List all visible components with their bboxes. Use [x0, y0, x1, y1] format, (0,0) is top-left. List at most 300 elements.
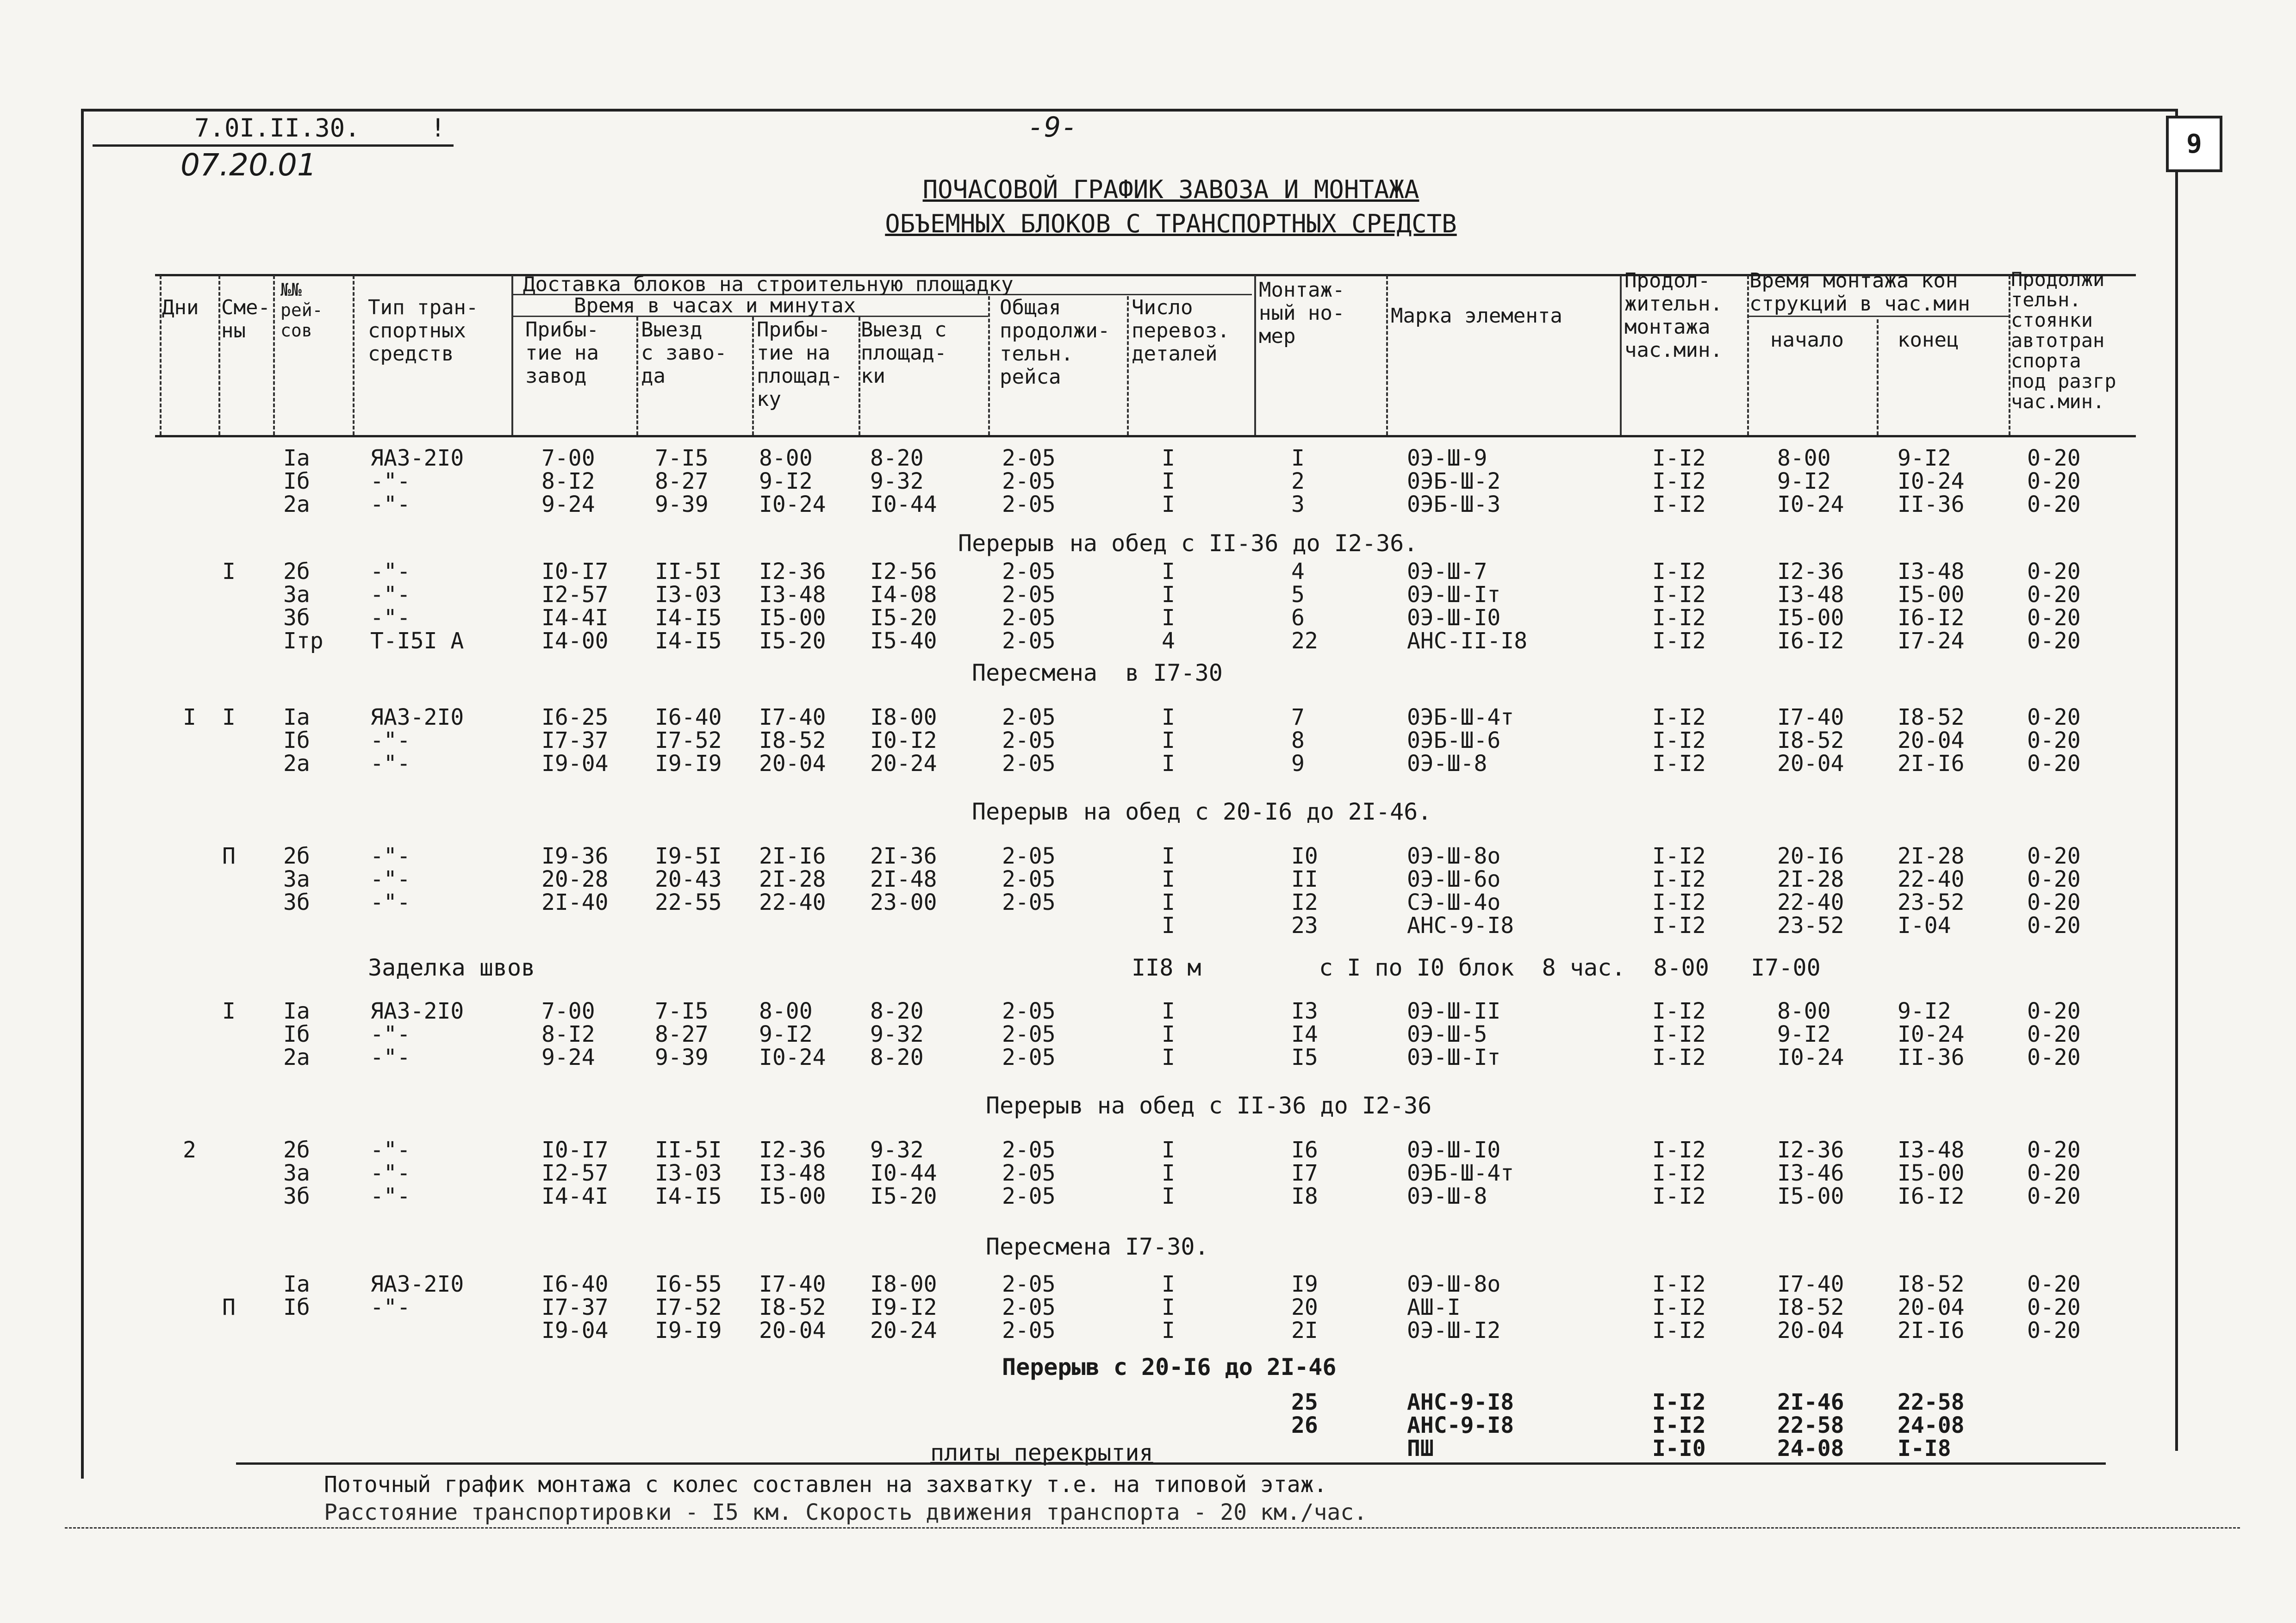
- cell-day: 2: [183, 1137, 196, 1163]
- cell-arrive-plant: I7-37: [541, 1294, 609, 1320]
- cell-mount-duration: I-I2: [1652, 889, 1706, 915]
- cell-mount-start: I5-00: [1777, 1183, 1844, 1209]
- cell-trip-duration: 2-05: [1002, 559, 1056, 585]
- cell-mount-start: I2-36: [1777, 559, 1844, 585]
- cell-transport-type: -"-: [370, 1137, 411, 1163]
- cell-mount-duration: I-I2: [1652, 843, 1706, 869]
- cell-trip-duration: 2-05: [1002, 491, 1056, 517]
- cell-transport-type: -"-: [370, 728, 411, 753]
- cell-parts-count: I: [1162, 843, 1175, 869]
- cell-parts-count: I: [1162, 913, 1175, 939]
- header-arrive-site: Прибы- тие на площад- ку: [757, 318, 843, 411]
- cell-arrive-plant: I7-37: [541, 728, 609, 753]
- cell-trip-duration: 2-05: [1002, 1318, 1056, 1343]
- cell-arrive-site: 9-I2: [759, 468, 813, 494]
- col-divider: [1877, 319, 1879, 435]
- cell-mount-start: 9-I2: [1777, 1021, 1831, 1047]
- document-code-mark: !: [430, 113, 446, 143]
- cell-trip-duration: 2-05: [1002, 1294, 1056, 1320]
- cell-mount-no: II: [1291, 866, 1318, 892]
- cell-element-mark: 0ЭБ-Ш-4т: [1407, 1160, 1514, 1186]
- cell-arrive-plant: 7-00: [541, 998, 595, 1024]
- cell-arrive-plant: I9-36: [541, 843, 609, 869]
- cell-trip-no: 3а: [283, 1160, 310, 1186]
- cell-leave-plant: II-5I: [655, 1137, 722, 1163]
- cell-parts-count: I: [1162, 491, 1175, 517]
- cell-mount-duration: I-I0: [1652, 1436, 1706, 1461]
- cell-shift: I: [222, 704, 236, 730]
- cell-leave-site: I5-20: [870, 1183, 937, 1209]
- cell-element-mark: 0Э-Ш-I0: [1407, 605, 1501, 631]
- cell-trip-no: 2б: [283, 843, 310, 869]
- cell-idle-time: 0-20: [2027, 1271, 2081, 1297]
- cell-mount-no: 25: [1291, 1389, 1318, 1415]
- cell-transport-type: -"-: [370, 1294, 411, 1320]
- cell-leave-plant: I6-55: [655, 1271, 722, 1297]
- cell-mount-no: I4: [1291, 1021, 1318, 1047]
- cell-transport-type: -"-: [370, 605, 411, 631]
- cell-leave-plant: I6-40: [655, 704, 722, 730]
- page-frame-left: [81, 109, 84, 1479]
- cell-mount-duration: I-I2: [1652, 1389, 1706, 1415]
- cell-trip-duration: 2-05: [1002, 1183, 1056, 1209]
- cell-trip-no: Iб: [283, 1021, 310, 1047]
- header-element: Марка элемента: [1391, 304, 1562, 328]
- cell-element-mark: АНС-9-I8: [1407, 1389, 1514, 1415]
- cell-leave-site: 9-32: [870, 1021, 924, 1047]
- cell-leave-plant: I3-03: [655, 1160, 722, 1186]
- cell-mount-end: II-36: [1898, 1045, 1965, 1070]
- cell-leave-site: 2I-48: [870, 866, 937, 892]
- cell-arrive-site: I0-24: [759, 1045, 826, 1070]
- cell-parts-count: I: [1162, 1021, 1175, 1047]
- cell-mount-start: I8-52: [1777, 728, 1844, 753]
- cell-arrive-site: I0-24: [759, 491, 826, 517]
- cell-trip-no: Iа: [283, 445, 310, 471]
- cell-trip-duration: 2-05: [1002, 751, 1056, 777]
- header-delivery: Доставка блоков на строительную площадку: [523, 273, 1014, 296]
- header-days: Дни: [162, 296, 199, 319]
- cell-shift: П: [222, 1294, 236, 1320]
- cell-element-mark: 0ЭБ-Ш-4т: [1407, 704, 1514, 730]
- col-divider: [511, 275, 513, 435]
- cell-leave-site: I2-56: [870, 559, 937, 585]
- cell-mount-duration: I-I2: [1652, 468, 1706, 494]
- mount-time-subline: [1747, 316, 2009, 317]
- cell-element-mark: 0Э-Ш-8: [1407, 1183, 1487, 1209]
- table-header-bottom: [155, 435, 2136, 437]
- cell-parts-count: I: [1162, 751, 1175, 777]
- cell-arrive-plant: I2-57: [541, 582, 609, 608]
- cell-mount-no: I9: [1291, 1271, 1318, 1297]
- cell-mount-start: I6-I2: [1777, 628, 1844, 654]
- cell-arrive-site: 8-00: [759, 445, 813, 471]
- cell-mount-duration: I-I2: [1652, 866, 1706, 892]
- banner-lunch-2: Перерыв на обед с 20-I6 до 2I-46.: [972, 798, 1432, 825]
- cell-idle-time: 0-20: [2027, 628, 2081, 654]
- cell-element-mark: 0Э-Ш-8о: [1407, 843, 1501, 869]
- banner-shift-change-1: Пересмена в I7-30: [972, 659, 1223, 686]
- cell-mount-start: 22-40: [1777, 889, 1844, 915]
- header-parts-count: Число перевоз. деталей: [1132, 296, 1230, 366]
- cell-trip-duration: 2-05: [1002, 998, 1056, 1024]
- cell-parts-count: I: [1162, 1183, 1175, 1209]
- cell-transport-type: -"-: [370, 582, 411, 608]
- cell-trip-duration: 2-05: [1002, 728, 1056, 753]
- cell-arrive-site: I5-00: [759, 1183, 826, 1209]
- cell-leave-plant: 9-39: [655, 1045, 709, 1070]
- cell-parts-count: I: [1162, 559, 1175, 585]
- cell-element-mark: АНС-9-I8: [1407, 1412, 1514, 1438]
- cell-mount-end: 20-04: [1898, 728, 1965, 753]
- cell-element-mark: АНС-9-I8: [1407, 913, 1514, 939]
- cell-mount-no: I0: [1291, 843, 1318, 869]
- cell-mount-start: 8-00: [1777, 445, 1831, 471]
- cell-trip-no: 3а: [283, 866, 310, 892]
- banner-seam-length: II8 м: [1132, 954, 1201, 981]
- cell-mount-end: I-04: [1898, 913, 1951, 939]
- cell-trip-duration: 2-05: [1002, 1271, 1056, 1297]
- cell-element-mark: 0Э-Ш-8о: [1407, 1271, 1501, 1297]
- cell-idle-time: 0-20: [2027, 1021, 2081, 1047]
- cell-arrive-plant: 8-I2: [541, 1021, 595, 1047]
- cell-element-mark: 0Э-Ш-5: [1407, 1021, 1487, 1047]
- cell-day: I: [183, 704, 196, 730]
- banner-shift-change-2: Пересмена I7-30.: [986, 1233, 1209, 1260]
- cell-mount-end: I0-24: [1898, 1021, 1965, 1047]
- col-divider: [859, 317, 860, 435]
- cell-mount-duration: I-I2: [1652, 998, 1706, 1024]
- cell-mount-end: I3-48: [1898, 1137, 1965, 1163]
- cell-mount-duration: I-I2: [1652, 1318, 1706, 1343]
- cell-mount-end: 20-04: [1898, 1294, 1965, 1320]
- cell-leave-plant: I7-52: [655, 728, 722, 753]
- cell-element-mark: 0ЭБ-Ш-2: [1407, 468, 1501, 494]
- col-divider: [218, 275, 220, 435]
- cell-leave-site: I8-00: [870, 1271, 937, 1297]
- cell-mount-no: 20: [1291, 1294, 1318, 1320]
- cell-trip-duration: 2-05: [1002, 704, 1056, 730]
- cell-mount-no: I5: [1291, 1045, 1318, 1070]
- header-mount-time: Время монтажа кон струкций в час.мин: [1749, 269, 1970, 316]
- cell-mount-start: 22-58: [1777, 1412, 1844, 1438]
- cell-mount-start: I0-24: [1777, 491, 1844, 517]
- col-divider: [752, 317, 754, 435]
- cell-trip-no: 3б: [283, 1183, 310, 1209]
- cell-mount-start: I5-00: [1777, 605, 1844, 631]
- header-end: конец: [1898, 328, 1959, 352]
- cell-idle-time: 0-20: [2027, 559, 2081, 585]
- cell-idle-time: 0-20: [2027, 1137, 2081, 1163]
- cell-trip-no: 2а: [283, 751, 310, 777]
- cell-leave-site: I0-I2: [870, 728, 937, 753]
- cell-element-mark: АШ-I: [1407, 1294, 1461, 1320]
- cell-leave-site: 20-24: [870, 751, 937, 777]
- cell-mount-duration: I-I2: [1652, 1045, 1706, 1070]
- cell-arrive-site: I7-40: [759, 1271, 826, 1297]
- col-divider: [1254, 275, 1256, 435]
- cell-transport-type: -"-: [370, 1021, 411, 1047]
- cell-arrive-plant: I6-40: [541, 1271, 609, 1297]
- cell-element-mark: 0Э-Ш-I0: [1407, 1137, 1501, 1163]
- cell-mount-start: I3-46: [1777, 1160, 1844, 1186]
- cell-mount-no: 2I: [1291, 1318, 1318, 1343]
- cell-idle-time: 0-20: [2027, 491, 2081, 517]
- cell-parts-count: I: [1162, 866, 1175, 892]
- cell-arrive-site: I5-20: [759, 628, 826, 654]
- header-trip-duration: Общая продолжи- тельн. рейса: [1000, 296, 1110, 389]
- cell-leave-site: 20-24: [870, 1318, 937, 1343]
- cell-arrive-plant: I4-00: [541, 628, 609, 654]
- cell-trip-no: Iб: [283, 1294, 310, 1320]
- cell-mount-start: I7-40: [1777, 1271, 1844, 1297]
- cell-mount-no: I: [1291, 445, 1305, 471]
- cell-mount-duration: I-I2: [1652, 728, 1706, 753]
- cell-mount-no: 26: [1291, 1412, 1318, 1438]
- cell-arrive-site: 20-04: [759, 1318, 826, 1343]
- cell-mount-no: 5: [1291, 582, 1305, 608]
- banner-floor-slabs: плиты перекрытия: [930, 1439, 1153, 1466]
- header-idle: Продолжи тельн. стоянки автотран спорта под разгр час.мин.: [2011, 268, 2116, 413]
- cell-element-mark: 0Э-Ш-Iт: [1407, 1045, 1501, 1070]
- page-cut-line: [65, 1527, 2240, 1529]
- col-divider: [160, 275, 162, 435]
- cell-parts-count: I: [1162, 1045, 1175, 1070]
- cell-trip-duration: 2-05: [1002, 1160, 1056, 1186]
- page-frame-top: [81, 109, 2178, 112]
- banner-lunch-3: Перерыв на обед с II-36 до I2-36: [986, 1092, 1432, 1119]
- cell-mount-start: 8-00: [1777, 998, 1831, 1024]
- col-divider: [1386, 275, 1388, 435]
- cell-idle-time: 0-20: [2027, 889, 2081, 915]
- cell-mount-end: I6-I2: [1898, 1183, 1965, 1209]
- cell-parts-count: I: [1162, 998, 1175, 1024]
- cell-mount-end: 23-52: [1898, 889, 1965, 915]
- cell-mount-no: I6: [1291, 1137, 1318, 1163]
- cell-element-mark: СЭ-Ш-4о: [1407, 889, 1501, 915]
- cell-mount-duration: I-I2: [1652, 559, 1706, 585]
- footer-note-1: Поточный график монтажа с колес составлен на захватку т.е. на типовой этаж.: [324, 1472, 1327, 1498]
- cell-arrive-site: I2-36: [759, 559, 826, 585]
- cell-trip-no: 3а: [283, 582, 310, 608]
- cell-leave-site: I8-00: [870, 704, 937, 730]
- cell-arrive-site: 2I-I6: [759, 843, 826, 869]
- cell-parts-count: I: [1162, 889, 1175, 915]
- page-number-box: 9: [2166, 116, 2222, 172]
- cell-leave-site: I0-44: [870, 1160, 937, 1186]
- cell-mount-end: I7-24: [1898, 628, 1965, 654]
- col-divider: [1747, 275, 1749, 435]
- cell-arrive-site: I8-52: [759, 1294, 826, 1320]
- cell-leave-plant: 7-I5: [655, 998, 709, 1024]
- header-start: начало: [1770, 328, 1844, 352]
- cell-mount-duration: I-I2: [1652, 1021, 1706, 1047]
- cell-idle-time: 0-20: [2027, 843, 2081, 869]
- cell-mount-end: I-I8: [1898, 1436, 1951, 1461]
- cell-arrive-plant: I2-57: [541, 1160, 609, 1186]
- cell-mount-end: 24-08: [1898, 1412, 1965, 1438]
- cell-arrive-site: 9-I2: [759, 1021, 813, 1047]
- cell-parts-count: I: [1162, 704, 1175, 730]
- cell-parts-count: I: [1162, 1294, 1175, 1320]
- cell-mount-start: 2I-46: [1777, 1389, 1844, 1415]
- cell-mount-duration: I-I2: [1652, 913, 1706, 939]
- cell-mount-duration: I-I2: [1652, 704, 1706, 730]
- cell-mount-end: 9-I2: [1898, 445, 1951, 471]
- cell-leave-site: I0-44: [870, 491, 937, 517]
- cell-idle-time: 0-20: [2027, 582, 2081, 608]
- cell-transport-type: Т-I5I А: [370, 628, 464, 654]
- cell-trip-duration: 2-05: [1002, 1021, 1056, 1047]
- cell-leave-site: I4-08: [870, 582, 937, 608]
- cell-mount-end: I0-24: [1898, 468, 1965, 494]
- cell-parts-count: I: [1162, 1137, 1175, 1163]
- cell-leave-site: 23-00: [870, 889, 937, 915]
- cell-mount-end: I5-00: [1898, 1160, 1965, 1186]
- cell-leave-plant: I4-I5: [655, 628, 722, 654]
- cell-mount-duration: I-I2: [1652, 1294, 1706, 1320]
- cell-mount-no: I8: [1291, 1183, 1318, 1209]
- cell-idle-time: 0-20: [2027, 998, 2081, 1024]
- header-shifts: Сме- ны: [221, 296, 270, 342]
- cell-mount-end: 2I-I6: [1898, 751, 1965, 777]
- cell-arrive-site: 8-00: [759, 998, 813, 1024]
- cell-mount-no: 3: [1291, 491, 1305, 517]
- cell-arrive-site: I7-40: [759, 704, 826, 730]
- cell-trip-no: Iа: [283, 704, 310, 730]
- cell-idle-time: 0-20: [2027, 751, 2081, 777]
- cell-leave-site: I5-20: [870, 605, 937, 631]
- cell-mount-start: I3-48: [1777, 582, 1844, 608]
- cell-arrive-plant: I9-04: [541, 1318, 609, 1343]
- cell-mount-no: 2: [1291, 468, 1305, 494]
- cell-mount-no: 4: [1291, 559, 1305, 585]
- cell-trip-no: 3б: [283, 605, 310, 631]
- cell-mount-duration: I-I2: [1652, 751, 1706, 777]
- cell-leave-site: 8-20: [870, 1045, 924, 1070]
- cell-arrive-site: I3-48: [759, 1160, 826, 1186]
- cell-mount-end: I8-52: [1898, 704, 1965, 730]
- cell-leave-plant: I3-03: [655, 582, 722, 608]
- header-leave-site: Выезд с площад- ки: [861, 318, 947, 388]
- cell-element-mark: 0Э-Ш-II: [1407, 998, 1501, 1024]
- cell-mount-end: 2I-I6: [1898, 1318, 1965, 1343]
- cell-leave-plant: 9-39: [655, 491, 709, 517]
- footer-note-2: Расстояние транспортировки - I5 км. Скорость движения транспорта - 20 км./час.: [324, 1499, 1368, 1525]
- cell-arrive-plant: I0-I7: [541, 1137, 609, 1163]
- col-divider: [2009, 275, 2010, 435]
- cell-leave-site: I5-40: [870, 628, 937, 654]
- table-bottom-border: [236, 1462, 2106, 1465]
- cell-trip-no: 2а: [283, 1045, 310, 1070]
- cell-arrive-site: 22-40: [759, 889, 826, 915]
- cell-shift: I: [222, 559, 236, 585]
- cell-arrive-plant: I4-4I: [541, 605, 609, 631]
- cell-trip-duration: 2-05: [1002, 445, 1056, 471]
- cell-transport-type: ЯАЗ-2I0: [370, 1271, 464, 1297]
- cell-mount-duration: I-I2: [1652, 628, 1706, 654]
- col-divider: [988, 296, 990, 435]
- cell-arrive-site: I2-36: [759, 1137, 826, 1163]
- cell-mount-no: 6: [1291, 605, 1305, 631]
- cell-mount-end: I5-00: [1898, 582, 1965, 608]
- cell-trip-no: 2б: [283, 559, 310, 585]
- cell-trip-no: Iа: [283, 1271, 310, 1297]
- cell-mount-duration: I-I2: [1652, 1183, 1706, 1209]
- cell-trip-duration: 2-05: [1002, 468, 1056, 494]
- cell-idle-time: 0-20: [2027, 1183, 2081, 1209]
- cell-mount-no: 22: [1291, 628, 1318, 654]
- cell-trip-duration: 2-05: [1002, 628, 1056, 654]
- cell-mount-duration: I-I2: [1652, 491, 1706, 517]
- cell-mount-start: 23-52: [1777, 913, 1844, 939]
- cell-arrive-plant: 9-24: [541, 1045, 595, 1070]
- cell-mount-duration: I-I2: [1652, 1412, 1706, 1438]
- cell-leave-plant: II-5I: [655, 559, 722, 585]
- cell-mount-duration: I-I2: [1652, 605, 1706, 631]
- cell-parts-count: I: [1162, 728, 1175, 753]
- cell-trip-no: Iб: [283, 728, 310, 753]
- cell-mount-end: I6-I2: [1898, 605, 1965, 631]
- cell-mount-no: 23: [1291, 913, 1318, 939]
- cell-idle-time: 0-20: [2027, 605, 2081, 631]
- cell-idle-time: 0-20: [2027, 1045, 2081, 1070]
- cell-mount-end: I3-48: [1898, 559, 1965, 585]
- cell-arrive-plant: 8-I2: [541, 468, 595, 494]
- cell-mount-start: 20-04: [1777, 751, 1844, 777]
- cell-transport-type: -"-: [370, 751, 411, 777]
- cell-mount-duration: I-I2: [1652, 1271, 1706, 1297]
- cell-mount-duration: I-I2: [1652, 1137, 1706, 1163]
- cell-leave-plant: 22-55: [655, 889, 722, 915]
- cell-arrive-plant: I9-04: [541, 751, 609, 777]
- cell-mount-end: 2I-28: [1898, 843, 1965, 869]
- cell-mount-duration: I-I2: [1652, 445, 1706, 471]
- cell-arrive-plant: 2I-40: [541, 889, 609, 915]
- cell-mount-end: I8-52: [1898, 1271, 1965, 1297]
- cell-parts-count: I: [1162, 1271, 1175, 1297]
- cell-arrive-plant: I0-I7: [541, 559, 609, 585]
- cell-transport-type: -"-: [370, 559, 411, 585]
- cell-trip-duration: 2-05: [1002, 843, 1056, 869]
- cell-element-mark: 0Э-Ш-I2: [1407, 1318, 1501, 1343]
- cell-parts-count: I: [1162, 1160, 1175, 1186]
- cell-leave-site: 2I-36: [870, 843, 937, 869]
- cell-transport-type: -"-: [370, 866, 411, 892]
- cell-parts-count: I: [1162, 468, 1175, 494]
- cell-trip-duration: 2-05: [1002, 605, 1056, 631]
- cell-leave-plant: 8-27: [655, 468, 709, 494]
- cell-transport-type: -"-: [370, 889, 411, 915]
- cell-arrive-plant: 20-28: [541, 866, 609, 892]
- cell-trip-duration: 2-05: [1002, 1137, 1056, 1163]
- cell-mount-no: I3: [1291, 998, 1318, 1024]
- cell-arrive-site: I5-00: [759, 605, 826, 631]
- cell-mount-duration: I-I2: [1652, 582, 1706, 608]
- title-line-2: ОБЪЕМНЫХ БЛОКОВ С ТРАНСПОРТНЫХ СРЕДСТВ: [885, 209, 1457, 238]
- banner-seam-sealing: Заделка швов: [368, 954, 535, 981]
- cell-parts-count: I: [1162, 1318, 1175, 1343]
- banner-break: Перерыв с 20-I6 до 2I-46: [1002, 1354, 1337, 1380]
- cell-idle-time: 0-20: [2027, 1294, 2081, 1320]
- cell-mount-no: 7: [1291, 704, 1305, 730]
- cell-arrive-plant: I6-25: [541, 704, 609, 730]
- cell-leave-plant: I9-I9: [655, 1318, 722, 1343]
- cell-trip-duration: 2-05: [1002, 582, 1056, 608]
- cell-trip-no: 2а: [283, 491, 310, 517]
- cell-transport-type: ЯАЗ-2I0: [370, 998, 464, 1024]
- col-divider: [636, 317, 638, 435]
